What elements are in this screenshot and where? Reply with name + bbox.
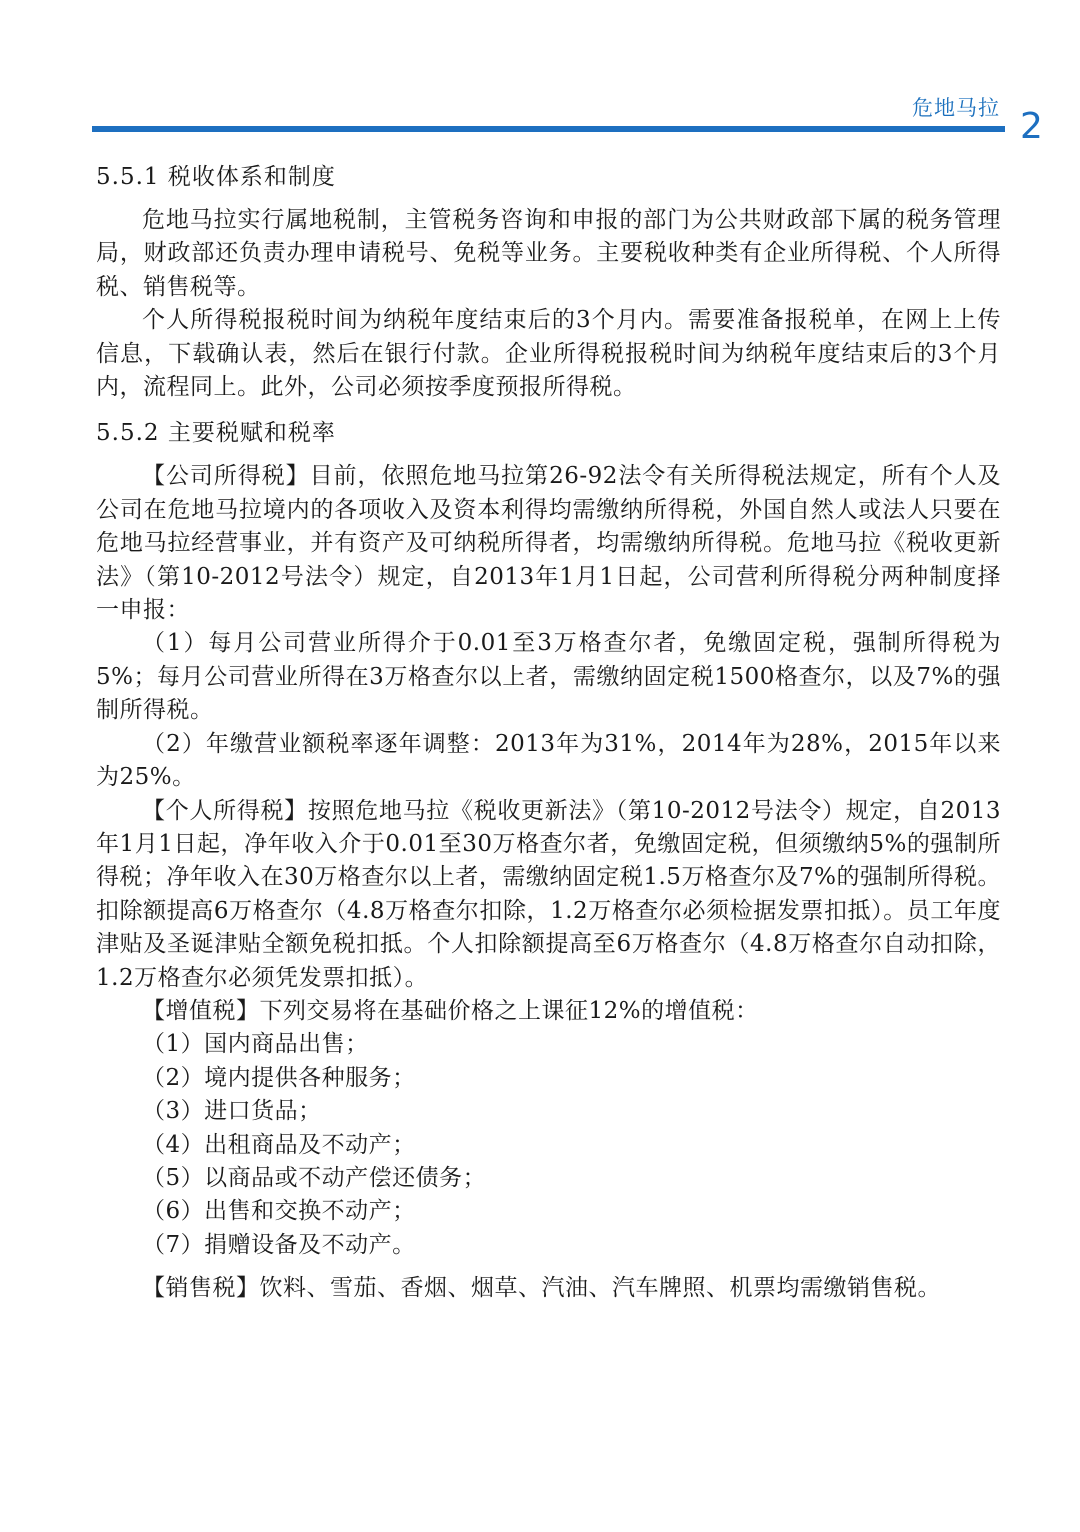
header-rule bbox=[92, 126, 1005, 132]
vat-list-item: （7）捐赠设备及不动产。 bbox=[142, 1231, 416, 1258]
vat-list-item: （1）国内商品出售； bbox=[142, 1031, 369, 1058]
corporate-tax-paragraph: 【公司所得税】目前，依照危地马拉第26-92法令有关所得税法规定，所有个人及公司在危地马拉境内的各项收入及资本利得均需缴纳所得税，外国自然人或法人只要在危地马拉经营事业，并有资产及可纳税所得者，均需缴纳所得税。危地马拉《税收更新法》（第10-2012号法令）规定，自2013年1月1日起，公司营利所得税分两种制度择一申报： bbox=[96, 463, 1001, 624]
header-title: 危地马拉 bbox=[912, 96, 1000, 120]
page-number: 2 bbox=[1020, 106, 1043, 147]
sales-tax-paragraph: 【销售税】饮料、雪茄、香烟、烟草、汽油、汽车牌照、机票均需缴销售税。 bbox=[142, 1275, 941, 1302]
paragraph: 个人所得税报税时间为纳税年度结束后的3个月内。需要准备报税单，在网上上传信息，下载确认表，然后在银行付款。企业所得税报税时间为纳税年度结束后的3个月内，流程同上。此外，公司必须按季度预报所得税。 bbox=[96, 307, 1001, 401]
corporate-option-2: （2）年缴营业额税率逐年调整：2013年为31%，2014年为28%，2015年以来为25%。 bbox=[96, 730, 1001, 791]
page-content bbox=[96, 160, 1001, 1314]
vat-list-item: （3）进口货品； bbox=[142, 1098, 322, 1125]
vat-list-item: （6）出售和交换不动产； bbox=[142, 1198, 416, 1225]
corporate-option-1: （1）每月公司营业所得介于0.01至3万格查尔者，免缴固定税，强制所得税为5%；每月公司营业所得在3万格查尔以上者，需缴纳固定税1500格查尔，以及7%的强制所得税。 bbox=[96, 630, 1001, 724]
vat-intro: 【增值税】下列交易将在基础价格之上课征12%的增值税： bbox=[142, 997, 759, 1024]
vat-list-item: （5）以商品或不动产偿还债务； bbox=[142, 1164, 487, 1191]
section-heading-5-5-2: 5.5.2 主要税赋和税率 bbox=[96, 420, 336, 447]
vat-list-item: （2）境内提供各种服务； bbox=[142, 1064, 416, 1091]
personal-tax-paragraph: 【个人所得税】按照危地马拉《税收更新法》（第10-2012号法令）规定，自2013年1月1日起，净年收入介于0.01至30万格查尔者，免缴固定税，但须缴纳5%的强制所得税；净年收入在30万格查尔以上者，需缴纳固定税1.5万格查尔及7%的强制所得税。扣除额提高6万格查尔（4.8万格查尔扣除，1.2万格查尔必须检据发票扣抵）。员工年度津贴及圣诞津贴全额免税扣抵。个人扣除额提高至6万格查尔（4.8万格查尔自动扣除，1.2万格查尔必须凭发票扣抵）。 bbox=[96, 797, 1001, 991]
vat-list-item: （4）出租商品及不动产； bbox=[142, 1131, 416, 1158]
paragraph: 危地马拉实行属地税制，主管税务咨询和申报的部门为公共财政部下属的税务管理局，财政部还负责办理申请税号、免税等业务。主要税收种类有企业所得税、个人所得税、销售税等。 bbox=[96, 207, 1001, 300]
section-heading-5-5-1: 5.5.1 税收体系和制度 bbox=[96, 164, 336, 190]
